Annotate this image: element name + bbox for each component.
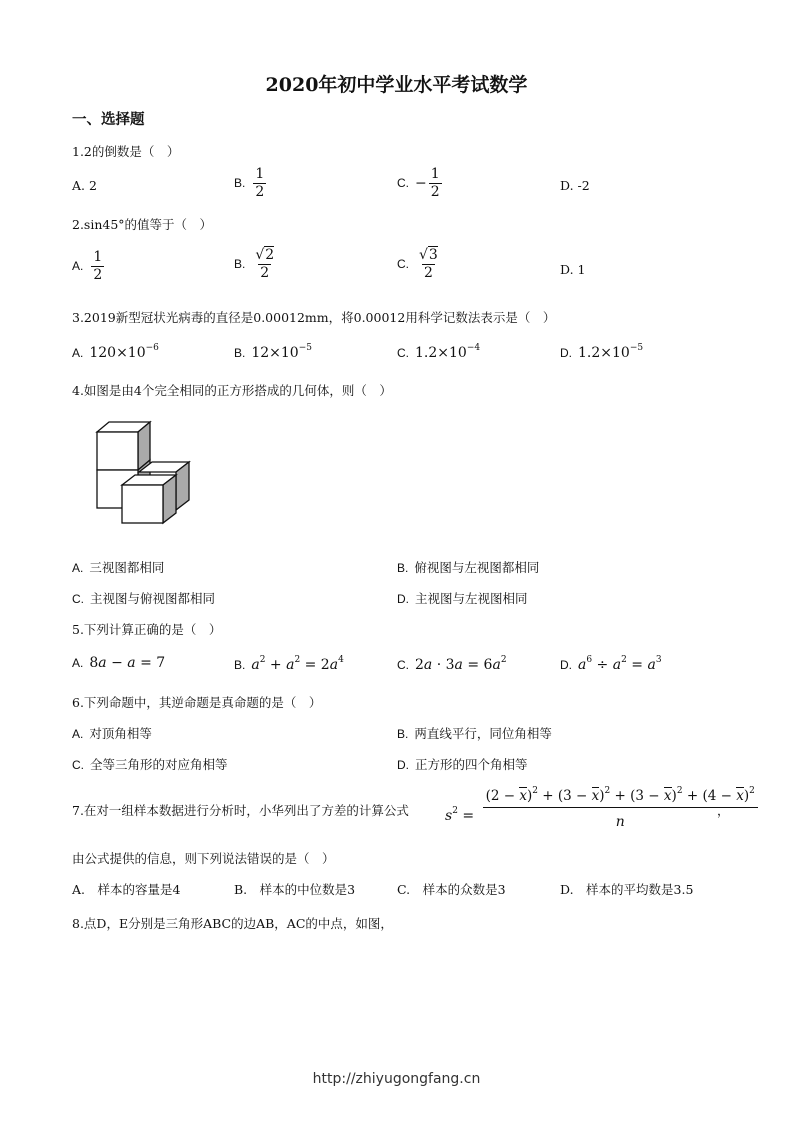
sqrt-symbol: √	[419, 247, 428, 263]
question-7-stem-cont: 由公式提供的信息，则下列说法错误的是（ ）	[72, 851, 335, 866]
q4-option-b: B. 俯视图与左视图都相同	[397, 560, 540, 575]
q4-option-c: C. 主视图与俯视图都相同	[72, 591, 216, 606]
q6-option-d: D. 正方形的四个角相等	[397, 757, 528, 772]
q2-option-c: C. $\frac{√3}{2}$	[397, 247, 438, 282]
q1-option-c: C. − $\frac{1}{2}$	[397, 166, 440, 201]
q5-option-c: C. $2a \cdot 3a = 6a^2$	[397, 655, 507, 673]
sqrt-symbol: √	[255, 247, 265, 263]
q2-option-d: D. 1	[560, 262, 586, 277]
q4-option-a: A. 三视图都相同	[72, 560, 165, 575]
q3-option-c: C. $1.2\times 10^{-4}$	[397, 343, 481, 361]
q5-option-a: A. 8a − a = 7	[72, 655, 166, 671]
q6-option-a: A. 对顶角相等	[72, 726, 152, 741]
q4-option-d: D. 主视图与左视图相同	[397, 591, 528, 606]
q2-option-a: A. $\frac{1}{2}$	[72, 249, 103, 284]
q7-stem-tail: ，	[717, 803, 730, 818]
question-6-stem: 6.下列命题中，其逆命题是真命题的是（ ）	[72, 695, 322, 710]
q6-option-c: C. 全等三角形的对应角相等	[72, 757, 228, 772]
question-7-stem: 7.在对一组样本数据进行分析时，小华列出了方差的计算公式	[72, 803, 409, 818]
q2-option-b: B. $\frac{√2}{2}$	[234, 247, 275, 282]
q5-option-b: B. $a^2 + a^2 = 2a^4$	[234, 655, 344, 673]
q7-option-d: D. 样本的平均数是3.5	[560, 882, 694, 897]
q7-option-c: C. 样本的众数是3	[397, 882, 506, 897]
section-heading: 一、选择题	[72, 111, 145, 128]
q7-option-a: A. 样本的容量是4	[72, 882, 181, 897]
page-title: 2020年初中学业水平考试数学	[265, 74, 528, 96]
q5-option-d: D. $a^6 \div a^2 = a^3$	[560, 655, 662, 673]
question-2-stem: 2.sin45°的值等于（ ）	[72, 217, 213, 232]
q1-option-d: D. -2	[560, 178, 590, 193]
question-8-stem: 8.点D，E分别是三角形ABC的边AB，AC的中点，如图，	[72, 916, 393, 931]
q1-option-a: A. 2	[72, 178, 97, 193]
cube-figure	[92, 420, 197, 530]
q1-option-b: B. $\frac{1}{2}$	[234, 166, 265, 201]
variance-formula: $s^2$ = $\frac{(2 - x)^2 + (3 - x)^2 + (3 - x)^2 + (4 - x)^2}{n}$	[445, 786, 758, 830]
q3-option-d: D. $1.2\times 10^{-5}$	[560, 343, 644, 361]
question-4-stem: 4.如图是由4个完全相同的正方形搭成的几何体，则（ ）	[72, 383, 392, 398]
footer-url[interactable]: http://zhiyugongfang.cn	[312, 1071, 481, 1087]
question-3-stem: 3.2019新型冠状光病毒的直径是0.00012mm，将0.00012用科学记数法表示是（ ）	[72, 310, 556, 325]
question-1-stem: 1.2的倒数是（ ）	[72, 144, 180, 159]
q7-option-b: B. 样本的中位数是3	[234, 882, 356, 897]
q3-option-a: A. $120\times 10^{-6}$	[72, 343, 159, 361]
q3-option-b: B. $12\times 10^{-5}$	[234, 343, 312, 361]
q6-option-b: B. 两直线平行，同位角相等	[397, 726, 552, 741]
question-5-stem: 5.下列计算正确的是（ ）	[72, 622, 222, 637]
